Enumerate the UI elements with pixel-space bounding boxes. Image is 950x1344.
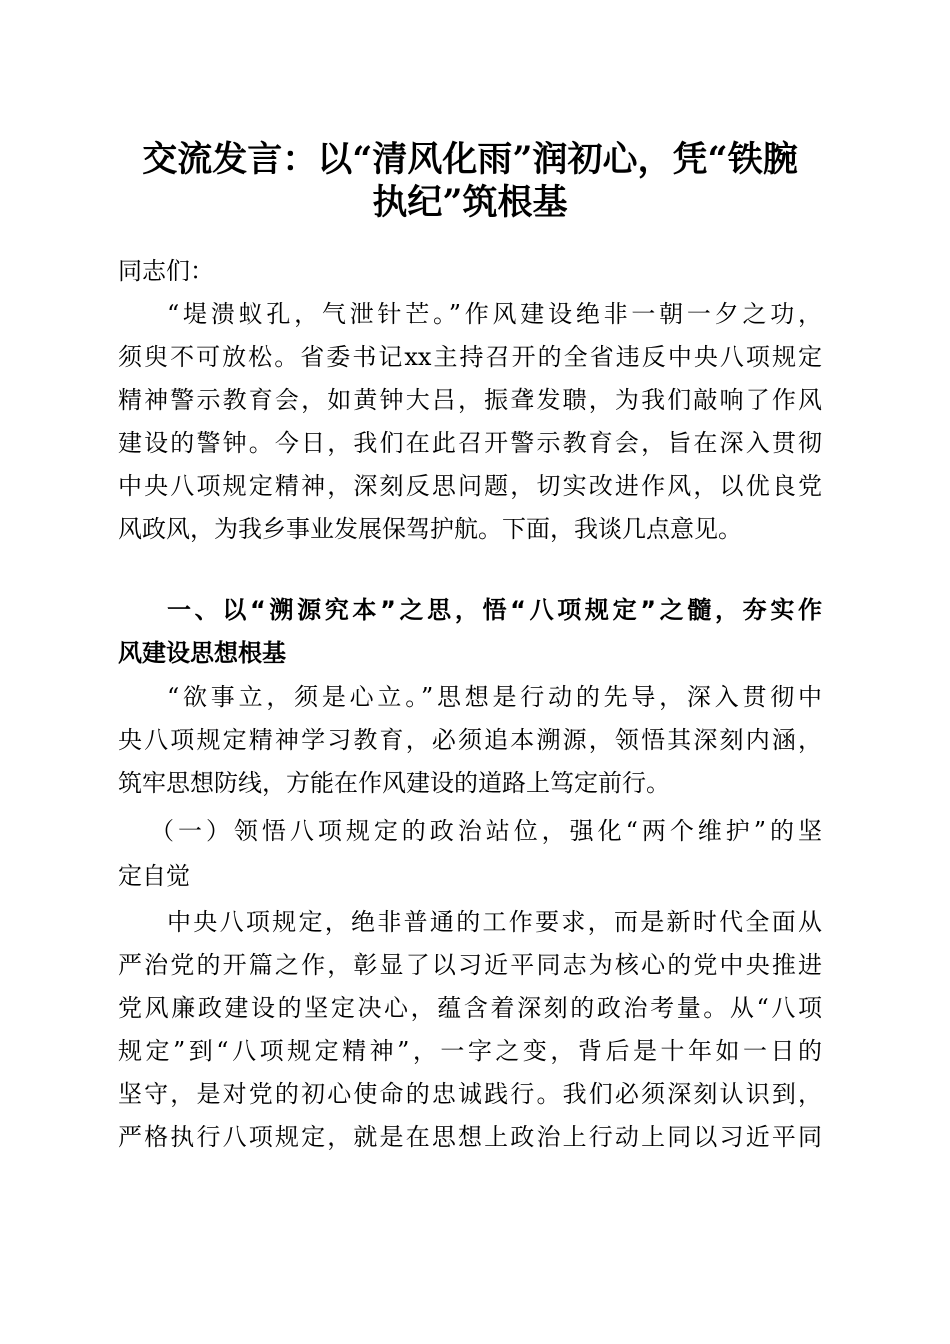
subsection-heading-1: （一）领悟八项规定的政治站位，强化“两个维护”的坚 — [150, 817, 822, 845]
section-heading-1: 一、以“溯源究本”之思，悟“八项规定”之髓，夯实作 — [167, 596, 822, 624]
paragraph-line: 党风廉政建设的坚定决心，蕴含着深刻的政治考量。从“八项 — [118, 994, 822, 1022]
document-title-line-1: 交流发言：以“清风化雨”润初心，凭“铁腕 — [142, 139, 798, 180]
paragraph-line: 央八项规定精神学习教育，必须追本溯源，领悟其深刻内涵， — [118, 726, 822, 754]
paragraph-line: 风政风，为我乡事业发展保驾护航。下面，我谈几点意见。 — [118, 515, 742, 543]
paragraph-line: 中央八项规定，绝非普通的工作要求，而是新时代全面从 — [167, 908, 822, 936]
paragraph-line: “堤溃蚁孔，气泄针芒。”作风建设绝非一朝一夕之功， — [167, 300, 822, 328]
paragraph-line: 严格执行八项规定，就是在思想上政治上行动上同以习近平同 — [118, 1123, 822, 1151]
paragraph-line: 筑牢思想防线，方能在作风建设的道路上笃定前行。 — [118, 769, 670, 797]
paragraph-line: 严治党的开篇之作，彰显了以习近平同志为核心的党中央推进 — [118, 951, 822, 979]
paragraph-line: 建设的警钟。今日，我们在此召开警示教育会，旨在深入贯彻 — [118, 429, 822, 457]
section-heading-1-cont: 风建设思想根基 — [118, 639, 286, 667]
paragraph-line: 须臾不可放松。省委书记xx主持召开的全省违反中央八项规定 — [118, 343, 822, 371]
paragraph-line: “欲事立，须是心立。”思想是行动的先导，深入贯彻中 — [167, 683, 822, 711]
paragraph-line: 规定”到“八项规定精神”，一字之变，背后是十年如一日的 — [118, 1037, 822, 1065]
paragraph-line: 中央八项规定精神，深刻反思问题，切实改进作风，以优良党 — [118, 472, 822, 500]
subsection-heading-1-cont: 定自觉 — [118, 862, 190, 890]
paragraph-line: 精神警示教育会，如黄钟大吕，振聋发聩，为我们敲响了作风 — [118, 386, 822, 414]
document-title-line-2: 执纪”筑根基 — [372, 182, 568, 223]
salutation: 同志们： — [118, 257, 214, 285]
paragraph-line: 坚守，是对党的初心使命的忠诚践行。我们必须深刻认识到， — [118, 1080, 822, 1108]
